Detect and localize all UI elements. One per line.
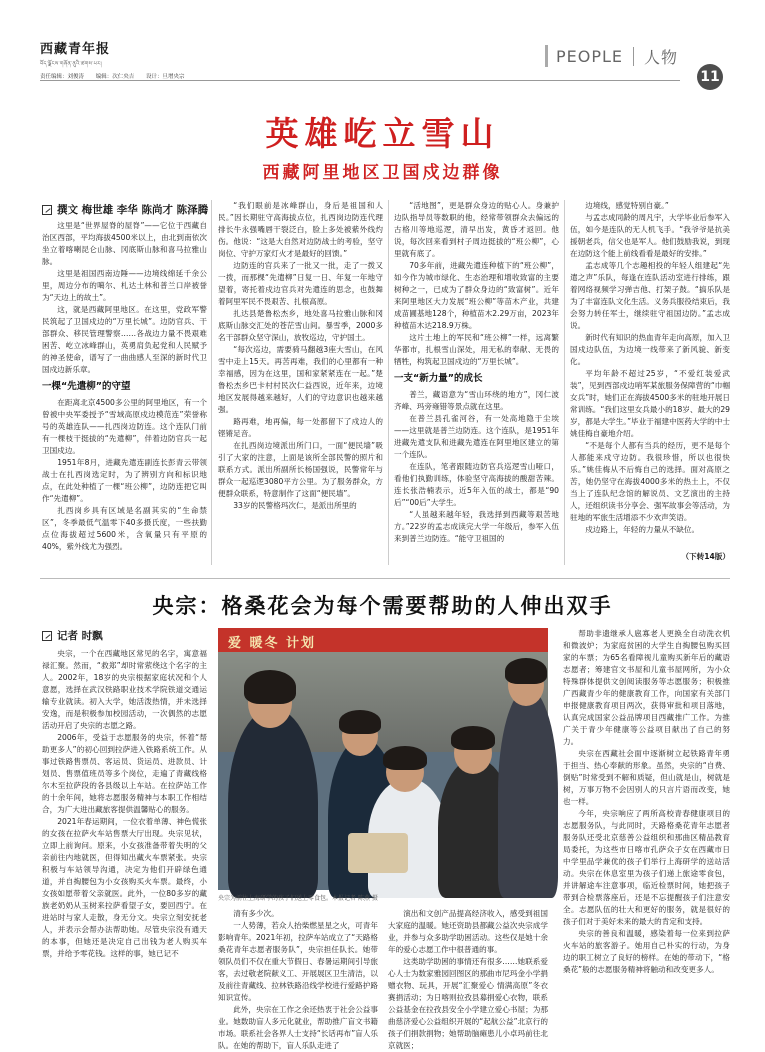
paragraph: 平均年龄不超过25岁，“不爱红装爱武装”，见到西部戍边哨军某旅服务保障营的“巾帼女兵”时，她们正在海拔4500多米的驻地开展日常训练。“我们这里女兵最小的18岁、最大的29岁，都是大学生。”毕业于福建中医药大学的中士姚佳梅自豪地介绍。: [570, 369, 730, 438]
article2-column-4: [563, 628, 730, 1026]
photo-hair: [339, 710, 381, 734]
article1-subtitle: 西藏阿里地区卫国戍边群像: [262, 163, 503, 183]
editorial-credits: [40, 72, 195, 80]
paragraph: “不是每个人都有当兵的经历，更不是每个人都能来戍守边防。我很珍惜，所以也很快乐。”姚佳梅从不后悔自己的选择。面对高原之苦，她仍坚守在海拔4000多米的热土上，不仅当上了连队纪念馆的解说员、文艺演出的主持人，还组织读书分享会、强军故事会等活动，为驻地的军旅生活增添不少欢声笑语。: [570, 441, 730, 522]
photo-caption: 央宗为前往上海研学的孩子们送上零食包。本报记者 陈燕 摄: [218, 895, 378, 902]
article2-column-2: [218, 908, 378, 1050]
credit-chief-editor: 责任编辑：刘俊涛: [40, 74, 85, 80]
article1-byline: [42, 202, 208, 217]
credit-designer: 设计：旦增央宗: [146, 74, 185, 80]
article1-byline-text: 撰文 梅世雄 李华 陈尚才 陈泽腾: [57, 204, 209, 216]
masthead-subtitle: བོད་ལྗོངས་གཞོན་ནུའི་ཚགས་པར།: [40, 61, 102, 67]
photo-hair: [383, 746, 427, 770]
paragraph: 33岁的民警格玛次仁，是派出所里的: [233, 501, 357, 510]
paragraph: 演出和文创产品提高经济收入，感受到祖国大家庭的温暖。她还资助县都藏公益次央宗成学业，并参与众多助学助困活动。这些仅是她十余年的爱心志愿工作中很普通的事。: [388, 909, 548, 954]
column-divider: [388, 200, 389, 565]
article2-column-1: [42, 648, 207, 1023]
paragraph: 这片土地上的军民和“班公柳”一样，远离繁华都市，扎根雪山深处，用无私的奉献、无畏的牺牲，构筑起卫国戍边的“万里长城”。: [394, 333, 559, 366]
paragraph: 孟志成等几个志趣相投的年轻人组建起“先遣之声”乐队，每逢在连队活动室进行排练，跟着网络视频学习弹吉他、打架子鼓。“搞乐队是为了丰富连队文化生活。义务兵服役结束后，我会努力转任军士，继续驻守祖国边防。”孟志成说。: [570, 261, 730, 330]
paragraph: 这，就是西藏阿里地区。在这里，党政军警民筑起了卫国戍边的“万里长城”。边防官兵、干部群众、移民管理警察……各战边力量不畏艰难困苦、屹立冰峰群山，英勇肩负起党和人民赋予的神圣使命，谱写了一曲曲感人至深的新时代卫国戍边新乐章。: [42, 305, 207, 374]
article2-byline: [42, 628, 103, 643]
section-heading: 一支“新力量”的成长: [394, 373, 483, 384]
paragraph: 2006年，受益于志愿服务的央宗，怀着“帮助更多人”的初心回到拉萨进入铁路系统工作。从事过铁路售票员、客运员、货运员、进款员、计划员、售票值班员等多个岗位，走遍了青藏线格尔木至拉萨段的各县级以上车站。在拉萨站工作的十余年间，她将志愿服务精神与本职工作相结合，为广大进出藏旅客提供温馨贴心的服务。: [42, 733, 207, 814]
paragraph: 边境线，感觉特别自豪。”: [585, 201, 669, 210]
photo-hair: [505, 658, 547, 684]
paragraph: 这里是“世界屋脊的屋脊”——它位于西藏自治区西部，平均海拔4500米以上，由北到南依次坐立着喀喇昆仑山脉、冈底斯山脉和喜马拉雅山脉。: [42, 221, 207, 266]
article1-column-3: [394, 200, 559, 568]
paragraph: “我们眼前是冰峰群山，身后是祖国和人民。”因长期驻守高海拔点位，扎西岗边防连代理排长牛永强嘴唇干裂泛白，脸上多处被紫外线灼伤。他说：“这是大自然对边防战士的考验，坚守岗位、守护万家灯火才是最好的回馈。”: [218, 201, 383, 258]
paragraph: 在连队，笔者跟随边防官兵巡逻雪山哑口，看他们执勤训练，体验坚守高海拔的酸甜苦辣。连长张浩楠表示，近5年入伍的战士，都是“90后”“00后”大学生。: [394, 462, 559, 507]
section-bar-icon: [545, 45, 548, 67]
paragraph: 帮助非遗继承人扈寡老人更换全自动洗衣机和微波炉；为家庭贫困的大学生自掏腰包购买回家的车票；为65名看障视儿童购买新年后的藏语志愿者；筹建官文书屋和儿童书屋网所，为小众特殊群体提供文创阅读服务等志愿服务；积极推广西藏青少年的健康教育工作，向国家有关部门申报健康教育项目两次，获得审批和项目落地，认真完成国家公益品牌项目西藏推广工作。为推广关于青少年健康等公益项目献出了自己的努力。: [563, 629, 730, 746]
section-label-en: PEOPLE: [556, 47, 634, 66]
article-divider: [40, 578, 730, 579]
page-number: 11: [697, 64, 723, 90]
paragraph: 70多年前，进藏先遣连种植下的“班公柳”，如今作为城市绿化、生态治理和增收致富的主要树种之一，已成为了群众身边的“致富树”。近年来阿里地区大力发展“班公柳”等苗木产业，共建成苗圃基地128个，种植苗木2.29万亩，2023年种植苗木达218.9万株。: [394, 261, 559, 330]
paragraph: 1951年8月，进藏先遣连副连长彭青云带领战士在扎西岗选定时，为了辨别方向和标识地点，在此处种植了一棵“班公柳”，边防连把它叫作“先遣柳”。: [42, 458, 207, 503]
article2-photo: [218, 628, 548, 890]
paragraph: 普兰，藏语意为“雪山环绕的地方”，冈仁波齐峰、玛旁雍错等景点就在这里。: [394, 390, 559, 411]
paragraph: 央宗的善良和温暖，感染着每一位来到拉萨火车站的旅客游子。她用自己朴实的行动，为身边的职工树立了良好的榜样。在她的带动下，“格桑花”般的志愿服务精神将触动和改变更多人。: [563, 929, 730, 974]
paragraph: 这类助学助困的事情还有很多……她联系爱心人士为数家雅园回图区的那曲市尼玛金小学捐赠衣物、玩具，开展“汇聚爱心 情满高原”冬衣赛捐活动；为日喀则拉孜县募捐爱心衣物，联系公益基金在拉孜县安全小学建立爱心书屋；为那曲慈济爱心公益组织开展的“起航公益”北京行的孩子们捐款捐物；她帮助脑瘫患儿小卓玛前往北京就医；: [388, 957, 548, 1050]
paragraph: 央宗在西藏社会面中逐渐树立起铁路青年勇于担当、热心奉献的形象。虽然，央宗的“自费、倒贴”时常受到不解和质疑，但山就是山，树就是树，万事万物不会因别人的只言片语而改变，她也一样。: [563, 749, 730, 806]
photo-snack-bag: [348, 833, 408, 873]
paragraph: 与孟志成同龄的周凡宇，大学毕业后参军入伍，如今是连队的无人机飞手。“我爷爷是抗美援朝老兵，信父也是军人。他们鼓励我说，到现在边防这个能上前线看看是最好的安排。”: [570, 213, 730, 258]
paragraph: 扎西岗乡具有区域是名副其实的“生命禁区”，冬季最低气温零下40多摄氏度，一些扶勤点位海拔超过5600米，含氧量只有平原的40%，紫外线尤为强烈。: [42, 506, 207, 551]
paragraph: 清有多少次。: [233, 909, 279, 918]
header-divider: [40, 80, 680, 81]
section-label-cn: 人物: [644, 47, 679, 67]
article2-byline-text: 记者 时飘: [57, 630, 103, 642]
paragraph: 央宗，一个在西藏地区常见的名字，寓意福禄汇聚。然而，“救郑”却时常萦绕这个名字的主人。2002年，18岁的央宗根据家庭状况和个人意愿，选择在武汉铁路职业技术学院铁道交通运输专业就读。初入大学，她活泼热情，并未选择安逸，而是积极参加校园活动，一次偶然的志愿活动开启了央宗的志愿之路。: [42, 649, 207, 730]
column-divider: [564, 200, 565, 565]
paragraph: 边防连的官兵来了一批又一批，走了一拨又一拨，而那棵“先遣柳”日复一日、年复一年地守望着，寄托着戍边官兵对先遣连的思念，也鼓舞着阿里军民不畏艰苦、扎根高原。: [218, 261, 383, 306]
photo-person: [228, 708, 318, 898]
paragraph: 此外，央宗在工作之余还热衷于社会公益事业。她数助盲人多元化就业，帮助推广盲文书籍市场。联系社会各界人士支持“长话再布”盲人乐队。在她的帮助下，盲人乐队走进了: [218, 1005, 378, 1050]
paragraph: 这里是祖国西南边陲——边境线绵延千余公里，周边分布的噶尔、札达土林和普兰口岸被誉为“天边上的故土”。: [42, 269, 207, 302]
paragraph: “人虽越来越年轻，我选择到西藏等艰苦地方。”22岁的孟志成读完大学一年级后，参军入伍来到普兰边防连。“能守卫祖国的: [394, 510, 559, 543]
paragraph: “活地图”，更是群众身边的贴心人。身兼护边队指导员等数职的他，经常带领群众去偏远的古格川等地巡逻，清早出发，黄昏才返回。他说，每次回来看到村子周边挺拔的“班公柳”，心里就有底了。: [394, 201, 559, 258]
section-label: [545, 44, 678, 68]
photo-hair: [244, 670, 296, 704]
article1-title: 英雄屹立雪山: [265, 114, 500, 153]
column-divider: [211, 200, 212, 565]
photo-banner: [218, 628, 548, 652]
article1-column-2: [218, 200, 383, 568]
article1-column-1: [42, 220, 207, 568]
paragraph: “每次巡边，需要骑马翻越3座大雪山，在风雪中走上15天。再苦再难，我们的心里都有一种幸福感，因为在这里，国和家紧紧连在一起。”楚鲁松杰乡巴卡村村民次仁益西说，近年来，边境地区发展得越来越好，人们的守边意识也越来越强。: [218, 345, 383, 414]
photo-person: [498, 688, 558, 898]
continued-note: （下转14版）: [681, 552, 730, 561]
pen-icon: [42, 631, 52, 641]
masthead-title: 西藏青年报: [40, 42, 111, 57]
photo-banner-text: 爱 暖冬 计划: [228, 636, 317, 651]
paragraph: 一人势薄，若众人抬柴燃星星之火，可青年影响青年。2021年初，拉萨车站成立了“天路格桑花青年志愿者服务队”，央宗担任队长。她带领队员们不仅在重大节假日、春暑运期间引导旅客，去过敬老院献义工、开展展区卫生清洁，以及前往青藏线、拉林铁路沿线学校进行爱路护路知识宣传。: [218, 921, 378, 1002]
paragraph: 在普兰县孔雀河谷，有一处高地隐于尘埃——这里就是普兰边防连。这个连队，是1951年进藏先遣支队和进藏先遣连在阿里地区建立的第一个连队。: [394, 414, 559, 459]
paragraph: 2021年春运期间，一位衣着单薄、神色慌张的女孩在拉萨火车站售票大厅出现。央宗见状，立即上前询问。原来，小女孩准备带着失明的父亲前往内地就医，但得知出藏火车票紧张。央宗积极与车站领导沟通，决定为他们开辟绿色通道，并自掏腰包为小女孩购买火车票。最终，小女孩如愿带着父亲就医。此外，一位80多岁的藏族老奶奶从玉树来拉萨看望子女，要回西宁。在进站时与家人走散，身无分文。央宗立刻安抚老人，并表示会帮办法帮助她。尽管央宗没有通天的本事，但她还是决定自己出钱为老人购买车票，并给予零花钱。这样的事，她已记不: [42, 817, 207, 958]
paragraph: 戍边路上，年轻的力量从不缺位。: [585, 525, 700, 534]
paragraph: 在距离北京4500多公里的阿里地区，有一个曾被中央军委授予“雪域高原戍边模范连”荣誉称号的英雄连队——扎西岗边防连。这个连队门前有一棵枝干挺拔的“先遣柳”，伴着边防官兵一起卫国戍边。: [42, 398, 207, 455]
pen-icon: [42, 205, 52, 215]
article2-title: 央宗：格桑花会为每个需要帮助的人伸出双手: [152, 593, 613, 618]
paragraph: 在扎西岗边境派出所门口，一面“便民墙”吸引了大家的注意，上面是该所全部民警的照片和联系方式。派出所副所长杨国强说，民警常年与群众一起巡逻3080平方公里。为了服务群众，方便群众联系，特意制作了这面“便民墙”。: [218, 441, 383, 498]
credit-editor: 编辑：次仁央吉: [95, 74, 135, 80]
article2-column-3: [388, 908, 548, 1050]
article1-column-4: [570, 200, 730, 550]
section-heading: 一棵“先遣柳”的守望: [42, 381, 131, 392]
paragraph: 路再难，地再偏，每一处都留下了戍边人的铿锵足音。: [218, 417, 383, 438]
paragraph: 新时代有知识的热血青年走向高原，加入卫国戍边队伍，为边境一线带来了新风貌、新变化。: [570, 333, 730, 366]
masthead: [40, 38, 230, 72]
paragraph: 今年，央宗响应了两所高校青春健康项目的志愿服务队，与此同时，天路格桑花青年志愿者服务队还受北京慈善公益组织和那曲区精品教育局委托，为这些市日喀市孔萨众子女在西藏市日中学里品学兼优的孩子们举行上海研学的送站活动。央宗在休息室里为孩子们递上旅途零食包，并讲解途车注意事项，临近检票时间，她把孩子带到合检票落座后，还是不忘提醒孩子们注意安全。志愿队伍的壮大和更好的服务，就是很好的孩子们对于美好未来的最大的肯定和支持。: [563, 809, 730, 926]
paragraph: 扎达县楚鲁松杰乡，地处喜马拉雅山脉和冈底斯山脉交汇处的苍茫雪山间。暴雪季，2000多名干部群众坚守深山，放牧巡边，守护国土。: [218, 309, 383, 342]
photo-hair: [451, 726, 495, 750]
